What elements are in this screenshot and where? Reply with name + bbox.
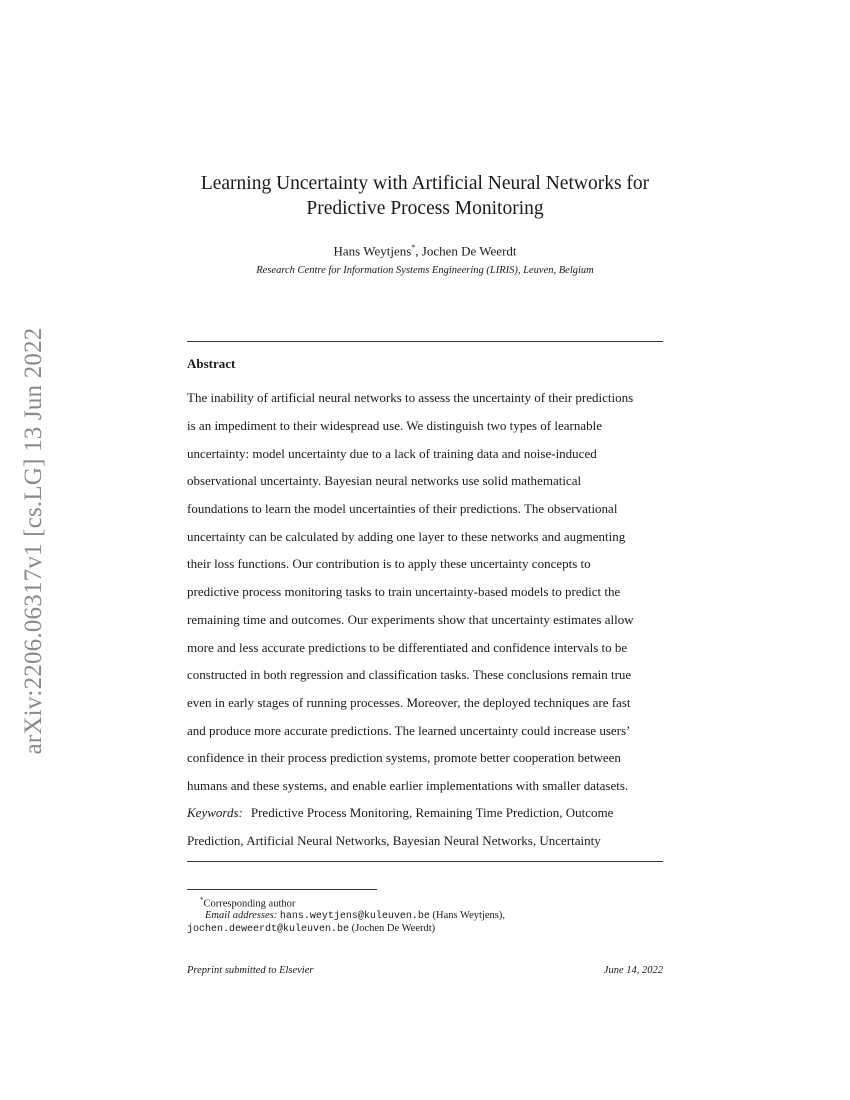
title-line: Learning Uncertainty with Artificial Neural Networks for — [200, 173, 650, 194]
preprint-note: Preprint submitted to Elsevier — [187, 965, 314, 976]
abstract-line: is an impediment to their widespread use. We distinguish two types of learnable — [187, 418, 602, 433]
abstract-line: constructed in both regression and classification tasks. These conclusions remain true — [187, 667, 632, 682]
abstract-line: observational uncertainty. Bayesian neural networks use solid mathematical — [187, 473, 582, 488]
author-name: Jochen De Weerdt — [421, 243, 517, 259]
footnote-divider — [187, 889, 377, 890]
title-line: Predictive Process Monitoring — [306, 198, 544, 219]
email-owner: (Hans Weytjens), — [432, 910, 505, 921]
abstract-line: their loss functions. Our contribution is to apply these uncertainty concepts to — [187, 556, 591, 571]
abstract-heading: Abstract — [187, 356, 236, 371]
abstract-line: and produce more accurate predictions. The learned uncertainty could increase users’ — [187, 723, 631, 738]
author-separator: , — [415, 243, 422, 259]
footnote-mark: * — [200, 896, 204, 904]
arxiv-identifier — [17, 296, 51, 786]
footnote-text: Corresponding author — [203, 898, 296, 910]
email-link[interactable]: jochen.deweerdt@kuleuven.be — [187, 924, 350, 935]
email-label: Email addresses: — [205, 910, 278, 921]
abstract-line: predictive process monitoring tasks to train uncertainty-based models to predict the — [187, 584, 621, 599]
abstract-line: humans and these systems, and enable earlier implementations with smaller datasets. — [187, 778, 629, 793]
paper-title — [150, 171, 700, 221]
email-link[interactable]: hans.weytjens@kuleuven.be — [279, 911, 430, 922]
preprint-date: June 14, 2022 — [603, 965, 663, 976]
author-name: Hans Weytjens — [333, 243, 412, 259]
top-divider — [187, 341, 663, 342]
bottom-divider — [187, 861, 663, 862]
abstract-line: The inability of artificial neural networks to assess the uncertainty of their predictions — [187, 390, 634, 405]
arxiv-identifier-text: arXiv:2206.06317v1 [cs.LG] 13 Jun 2022 — [20, 327, 47, 755]
abstract-line: confidence in their process prediction systems, promote better cooperation between — [187, 750, 621, 765]
keywords-line — [187, 805, 613, 821]
author-list — [150, 243, 700, 259]
corresponding-mark: * — [411, 243, 416, 252]
keywords-label: Keywords: — [187, 805, 243, 820]
email-owner: (Jochen De Weerdt) — [351, 923, 436, 934]
keywords-line: Prediction, Artificial Neural Networks, Bayesian Neural Networks, Uncertainty — [187, 833, 601, 848]
footnote-emails — [187, 922, 435, 936]
affiliation: Research Centre for Information Systems Engineering (LIRIS), Leuven, Belgium — [256, 265, 594, 276]
abstract-line: uncertainty: model uncertainty due to a lack of training data and noise-induced — [187, 446, 597, 461]
keywords-text: Predictive Process Monitoring, Remaining Time Prediction, Outcome — [250, 805, 614, 820]
abstract-line: even in early stages of running processes. Moreover, the deployed techniques are fast — [187, 695, 631, 710]
abstract-line: foundations to learn the model uncertainties of their predictions. The observational — [187, 501, 618, 516]
abstract-line: more and less accurate predictions to be differentiated and confidence intervals to be — [187, 640, 628, 655]
abstract-line: remaining time and outcomes. Our experiments show that uncertainty estimates allow — [187, 612, 634, 627]
abstract-line: uncertainty can be calculated by adding one layer to these networks and augmenting — [187, 529, 626, 544]
footnote-emails — [205, 909, 505, 923]
